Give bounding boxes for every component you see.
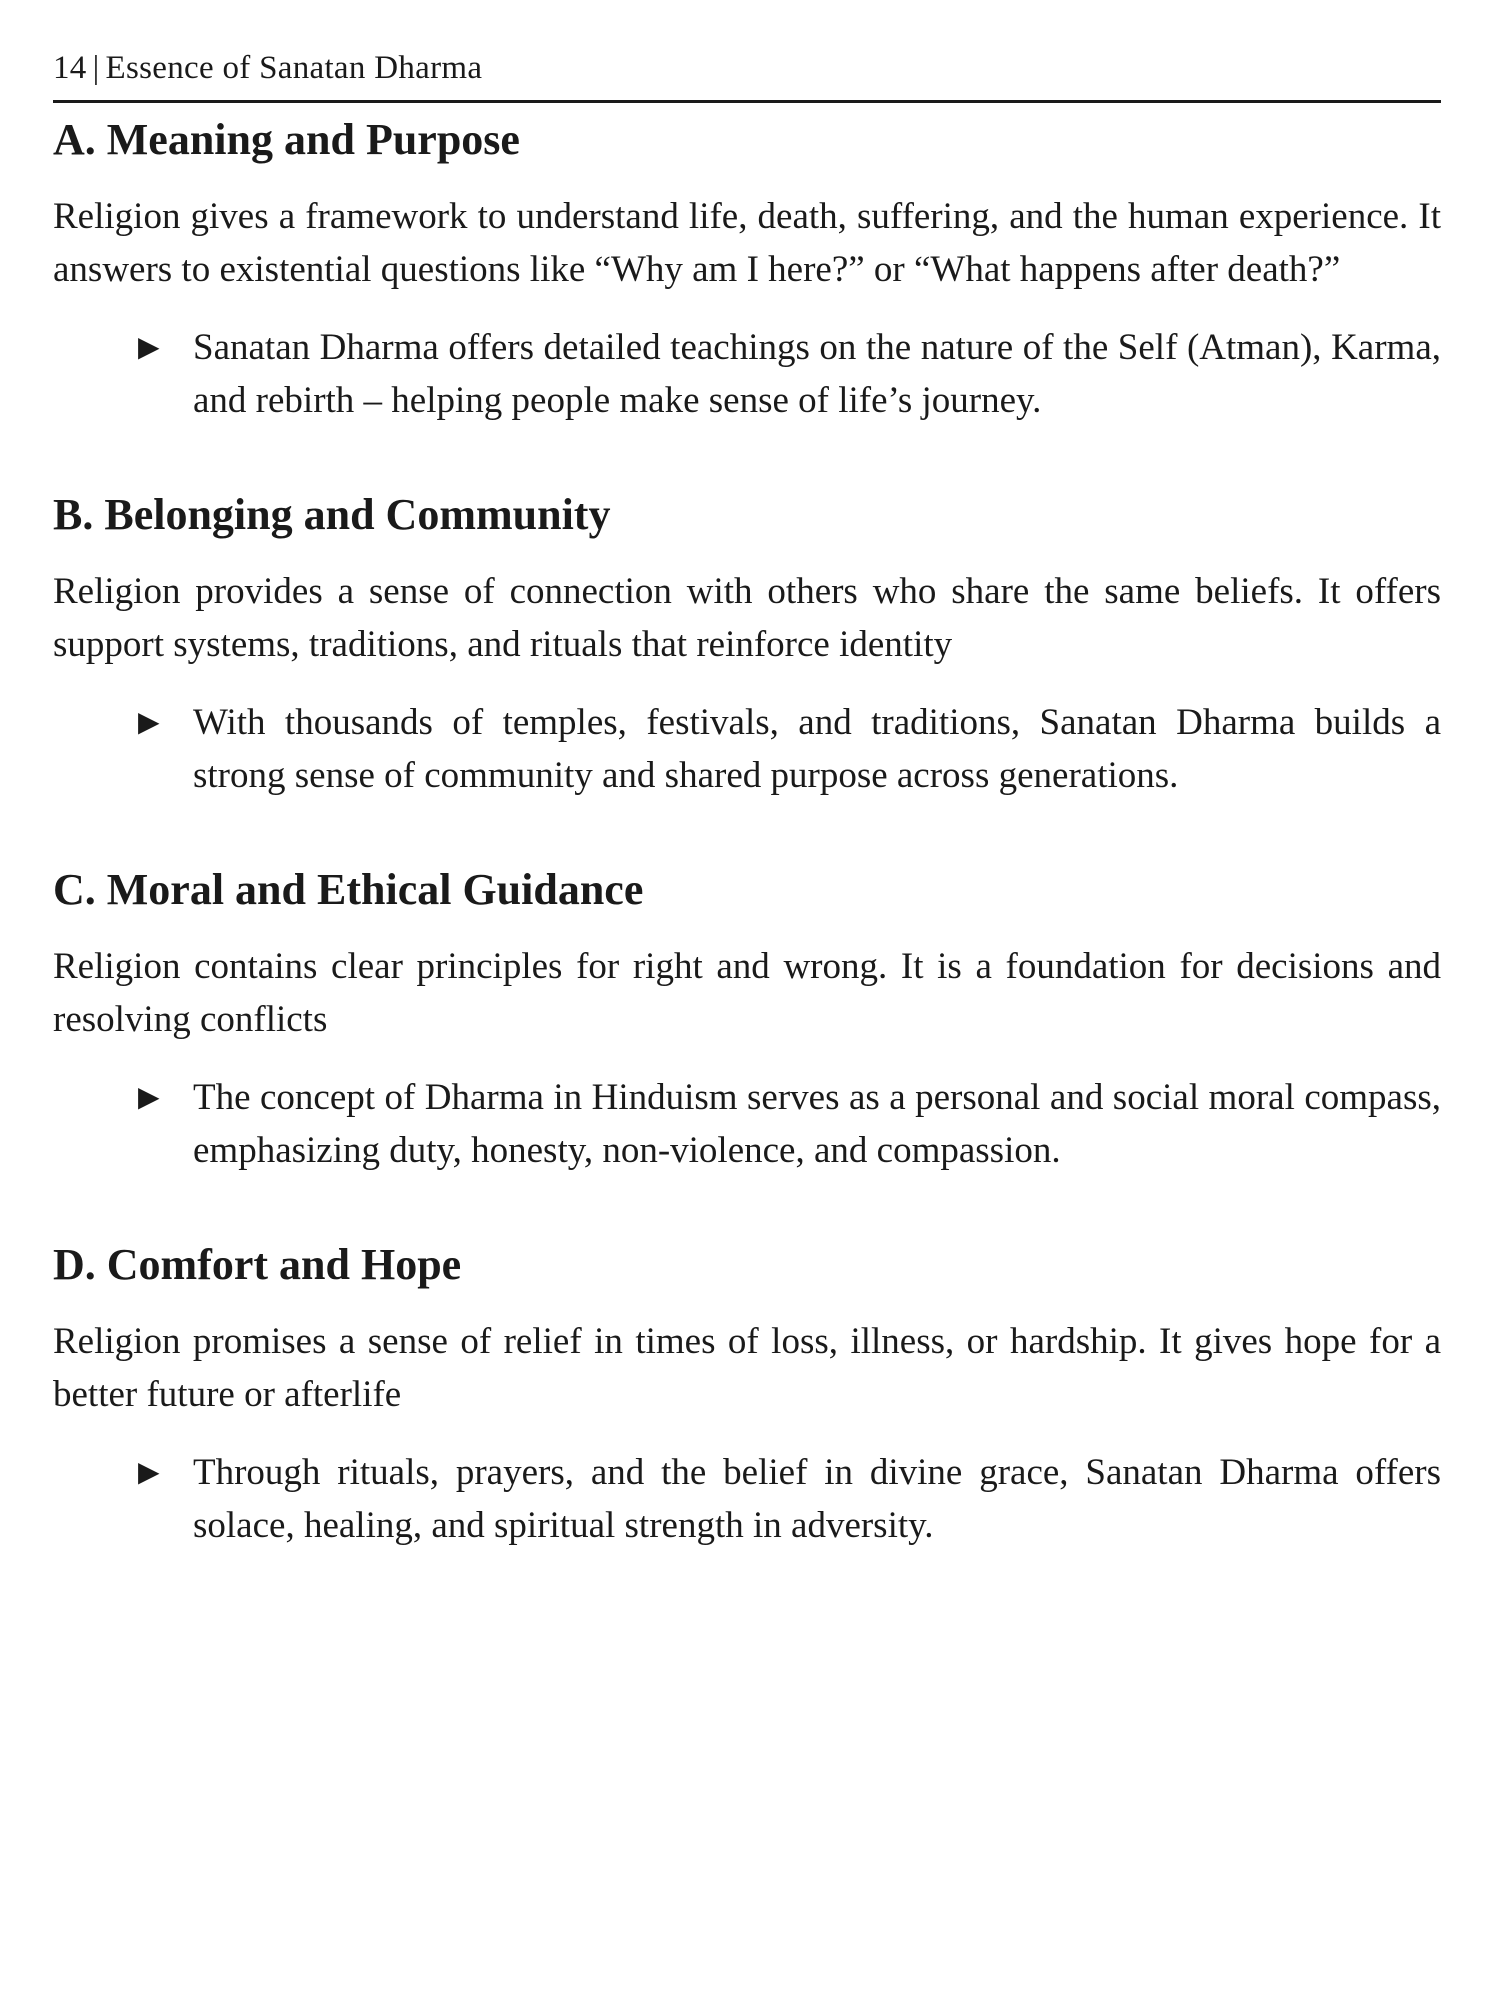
bullet-point — [53, 321, 1441, 427]
triangle-bullet-icon: ▶ — [138, 707, 160, 738]
book-page — [53, 48, 1441, 1552]
section-body: Religion provides a sense of connection with others who share the same beliefs. It offers support systems, traditions, and rituals that reinforce identity — [53, 571, 1441, 665]
header-separator: | — [92, 50, 100, 86]
bullet-text: Sanatan Dharma offers detailed teachings on the nature of the Self (Atman), Karma, and rebirth – helping people make sense of life’s journey. — [193, 327, 1441, 421]
bullet-point — [53, 1446, 1441, 1552]
section-body: Religion contains clear principles for right and wrong. It is a foundation for decisions and resolving conflicts — [53, 946, 1441, 1040]
section-body: Religion promises a sense of relief in times of loss, illness, or hardship. It gives hope for a better future or afterlife — [53, 1321, 1441, 1415]
bullet-text: With thousands of temples, festivals, and traditions, Sanatan Dharma builds a strong sense of community and shared purpose across generations. — [193, 702, 1441, 796]
section-heading: D. Comfort and Hope — [53, 1240, 462, 1289]
bullet-text: Through rituals, prayers, and the belief in divine grace, Sanatan Dharma offers solace, healing, and spiritual strength in adversity. — [193, 1452, 1441, 1546]
triangle-bullet-icon: ▶ — [138, 1457, 160, 1488]
section-d — [53, 1238, 1441, 1552]
page-number: 14 — [53, 50, 87, 86]
section-c — [53, 863, 1441, 1177]
triangle-bullet-icon: ▶ — [138, 1082, 160, 1113]
book-title: Essence of Sanatan Dharma — [105, 50, 483, 86]
bullet-point — [53, 696, 1441, 802]
running-header — [53, 48, 1441, 103]
bullet-point — [53, 1071, 1441, 1177]
section-heading: C. Moral and Ethical Guidance — [53, 865, 644, 914]
section-heading: A. Meaning and Purpose — [53, 115, 520, 164]
triangle-bullet-icon: ▶ — [138, 332, 160, 363]
section-b — [53, 488, 1441, 802]
section-body: Religion gives a framework to understand life, death, suffering, and the human experience. It answers to existential questions like “Why am I here?” or “What happens after death?” — [53, 196, 1441, 290]
section-heading: B. Belonging and Community — [53, 490, 611, 539]
bullet-text: The concept of Dharma in Hinduism serves as a personal and social moral compass, emphasizing duty, honesty, non-violence, and compassion. — [193, 1077, 1441, 1171]
section-a — [53, 113, 1441, 427]
